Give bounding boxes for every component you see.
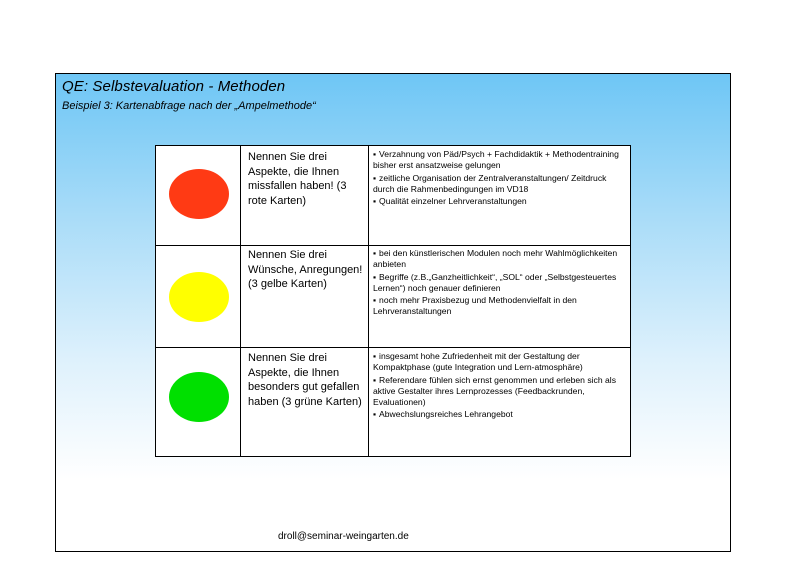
slide-subtitle: Beispiel 3: Kartenabfrage nach der „Ampelmethode“ — [62, 100, 316, 112]
red-row-prompt: Nennen Sie drei Aspekte, die Ihnen missfallen haben! (3 rote Karten) — [248, 151, 347, 207]
footer-email: droll@seminar-weingarten.de — [278, 531, 409, 542]
list-item: ▪ Begriffe (z.B.„Ganzheitlichkeit“, „SOL“ oder „Selbstgesteuertes Lernen“) noch genauer definieren — [373, 272, 627, 295]
slide-frame — [55, 73, 731, 552]
list-item: ▪ Abwechslungsreiches Lehrangebot — [373, 409, 627, 420]
yellow-row-bullets — [373, 248, 627, 319]
list-item: ▪ bei den künstlerischen Modulen noch mehr Wahlmöglichkeiten anbieten — [373, 248, 627, 271]
column-divider-2 — [368, 146, 369, 456]
red-light-icon — [169, 169, 229, 219]
green-row-prompt: Nennen Sie drei Aspekte, die Ihnen besonders gut gefallen haben (3 grüne Karten) — [248, 352, 362, 408]
list-item: ▪ zeitliche Organisation der Zentralveranstaltungen/ Zeitdruck durch die Rahmenbedingungen im VD18 — [373, 173, 627, 196]
green-light-icon — [169, 372, 229, 422]
green-row-bullets — [373, 351, 627, 422]
yellow-row-prompt: Nennen Sie drei Wünsche, Anregungen! (3 gelbe Karten) — [248, 249, 363, 290]
list-item: ▪ Verzahnung von Päd/Psych + Fachdidaktik + Methodentraining bisher erst ansatzweise gelungen — [373, 149, 627, 172]
slide-title: QE: Selbstevaluation - Methoden — [62, 78, 286, 95]
list-item: ▪ Referendare fühlen sich ernst genommen und erleben sich als aktive Gestalter ihres Lernprozesses (Feedbackrunden, Evaluationen) — [373, 375, 627, 409]
list-item: ▪ insgesamt hohe Zufriedenheit mit der Gestaltung der Kompaktphase (gute Integration und Lern-atmosphäre) — [373, 351, 627, 374]
row-divider-2 — [156, 347, 630, 348]
list-item: ▪ Qualität einzelner Lehrveranstaltungen — [373, 196, 627, 207]
row-divider-1 — [156, 245, 630, 246]
list-item: ▪ noch mehr Praxisbezug und Methodenvielfalt in den Lehrveranstaltungen — [373, 295, 627, 318]
red-row-bullets — [373, 149, 627, 208]
yellow-light-icon — [169, 272, 229, 322]
traffic-light-table — [155, 145, 631, 457]
column-divider-1 — [240, 146, 241, 456]
